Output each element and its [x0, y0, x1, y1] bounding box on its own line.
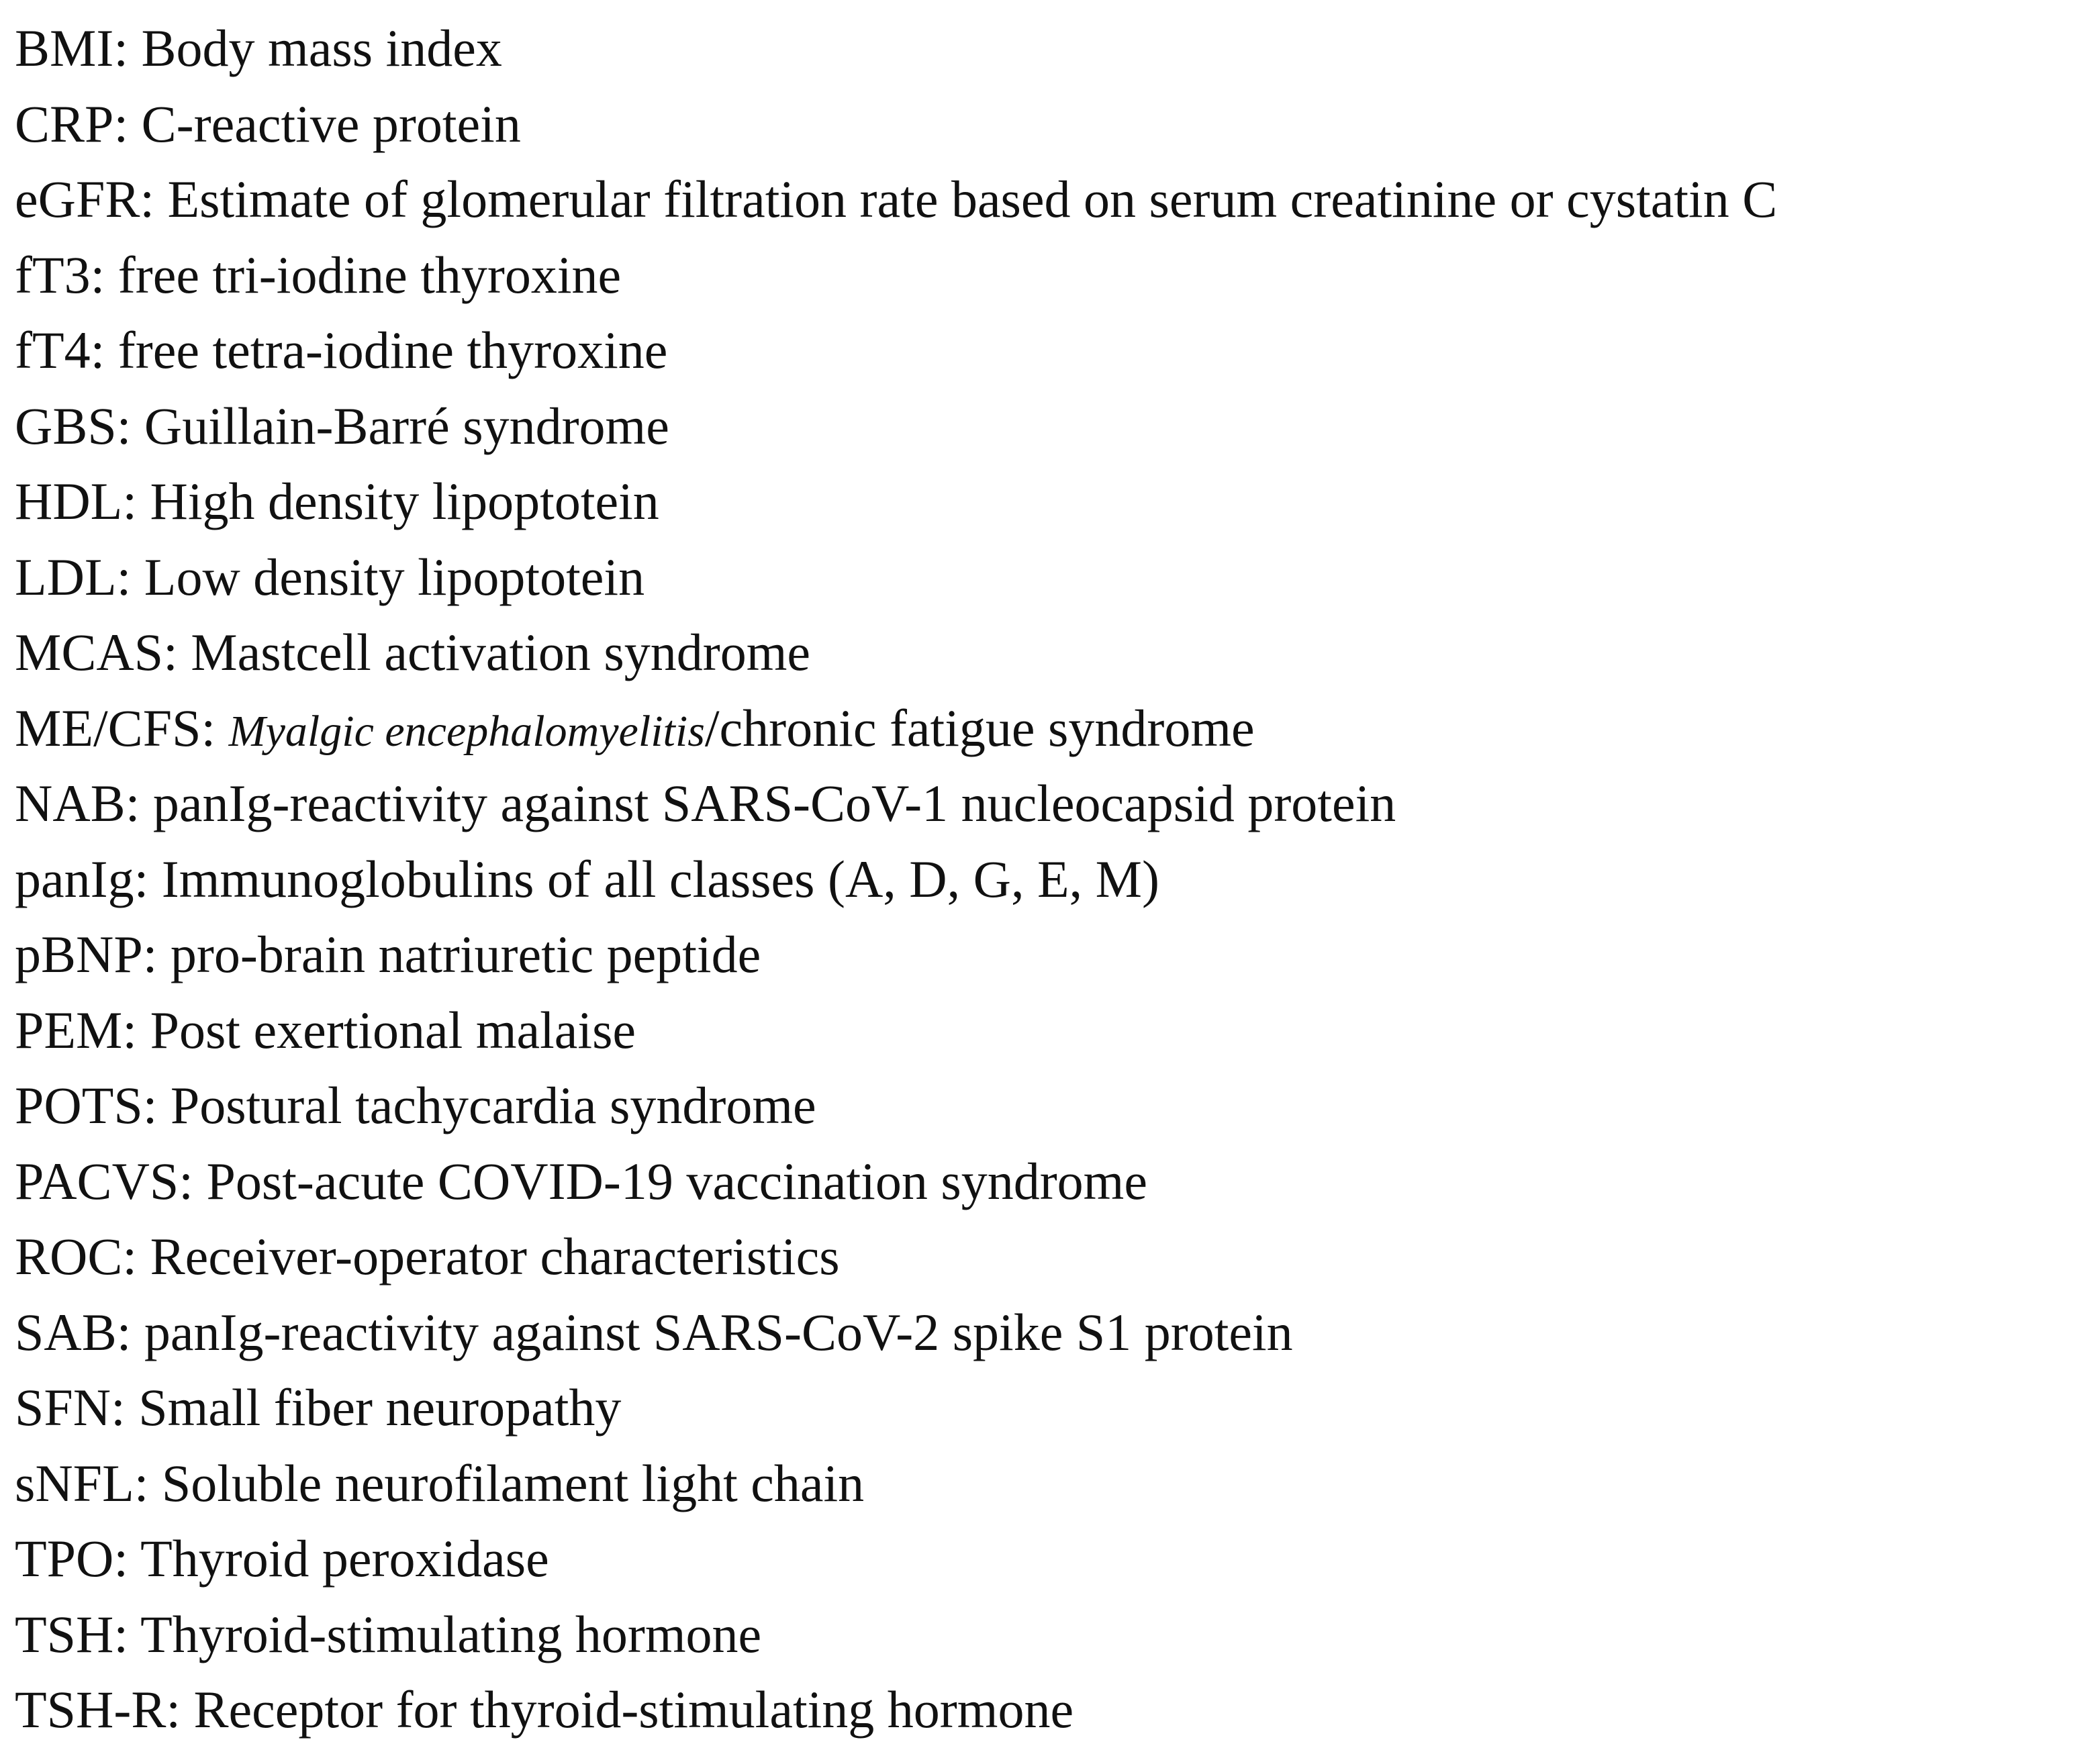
abbreviation-row — [15, 766, 1777, 842]
abbreviation-definition: panIg-reactivity against SARS-CoV-1 nucleocapsid protein — [152, 774, 1396, 832]
abbreviation-definition: High density lipoptotein — [150, 472, 659, 530]
abbreviation-term: TPO — [15, 1529, 114, 1588]
abbreviation-row — [15, 1295, 1777, 1371]
abbreviation-separator: : — [142, 1076, 171, 1134]
abbreviation-separator: : — [134, 849, 162, 908]
abbreviation-term: MCAS — [15, 623, 164, 681]
abbreviation-separator: : — [116, 547, 144, 606]
abbreviation-row — [15, 691, 1777, 767]
abbreviation-row — [15, 464, 1777, 540]
abbreviation-separator: : — [113, 94, 142, 153]
abbreviation-term: NAB — [15, 774, 126, 832]
abbreviation-definition: Body mass index — [141, 19, 502, 77]
abbreviation-definition: pro-brain natriuretic peptide — [170, 925, 761, 983]
abbreviation-definition: Postural tachycardia syndrome — [170, 1076, 816, 1134]
abbreviation-separator: : — [125, 774, 153, 832]
abbreviation-row — [15, 842, 1777, 918]
abbreviation-term: fT3 — [15, 245, 91, 304]
abbreviation-term: sNFL — [15, 1453, 134, 1512]
abbreviation-term: POTS — [15, 1076, 143, 1134]
abbreviation-separator: : — [140, 170, 168, 228]
abbreviation-separator: : — [122, 1227, 150, 1285]
abbreviation-definition: Post-acute COVID-19 vaccination syndrome — [206, 1151, 1147, 1210]
abbreviation-term: SAB — [15, 1302, 117, 1361]
abbreviation-separator: : — [113, 1529, 141, 1588]
abbreviation-term: PEM — [15, 1000, 123, 1059]
abbreviation-definition-rest: /chronic fatigue syndrome — [704, 698, 1255, 757]
abbreviation-row — [15, 1446, 1777, 1522]
abbreviation-row — [15, 1597, 1777, 1673]
abbreviation-term: CRP — [15, 94, 114, 153]
abbreviation-definition: Estimate of glomerular filtration rate based on serum creatinine or cystatin C — [167, 170, 1778, 228]
abbreviation-definition: Small fiber neuropathy — [138, 1378, 622, 1437]
abbreviation-separator: : — [122, 1000, 150, 1059]
abbreviation-term: PACVS — [15, 1151, 179, 1210]
abbreviation-definition: Thyroid-stimulating hormone — [140, 1604, 762, 1663]
abbreviation-definition: Guillain-Barré syndrome — [144, 396, 669, 455]
abbreviation-row — [15, 1144, 1777, 1220]
abbreviation-separator: : — [90, 245, 118, 304]
abbreviation-separator: : — [113, 1604, 141, 1663]
abbreviation-separator: : — [134, 1453, 162, 1512]
abbreviation-term: pBNP — [15, 925, 143, 983]
abbreviation-separator: : — [122, 472, 150, 530]
abbreviation-row — [15, 1672, 1777, 1748]
abbreviation-definition: Receiver-operator characteristics — [150, 1227, 840, 1285]
abbreviation-definition: Thyroid peroxidase — [140, 1529, 549, 1588]
abbreviation-term: LDL — [15, 547, 117, 606]
abbreviation-row — [15, 238, 1777, 313]
abbreviation-row — [15, 615, 1777, 691]
abbreviation-term: ME/CFS — [15, 698, 201, 757]
abbreviation-row — [15, 11, 1777, 87]
abbreviation-separator: : — [90, 321, 118, 379]
abbreviation-separator: : — [116, 1302, 144, 1361]
abbreviation-definition: Mastcell activation syndrome — [191, 623, 811, 681]
abbreviation-definition: free tetra-iodine thyroxine — [117, 321, 668, 379]
abbreviation-term: SFN — [15, 1378, 111, 1437]
abbreviation-term: ROC — [15, 1227, 123, 1285]
abbreviation-row — [15, 313, 1777, 389]
abbreviation-definition: panIg-reactivity against SARS-CoV-2 spike S1 protein — [144, 1302, 1293, 1361]
abbreviation-separator: : — [166, 1680, 194, 1739]
abbreviation-row — [15, 87, 1777, 162]
abbreviation-row — [15, 993, 1777, 1069]
abbreviation-separator: : — [201, 698, 229, 757]
abbreviation-row — [15, 1370, 1777, 1446]
abbreviation-term: fT4 — [15, 321, 91, 379]
abbreviation-term: TSH-R — [15, 1680, 166, 1739]
abbreviation-separator: : — [113, 19, 142, 77]
abbreviation-definition-italic: Myalgic encephalomyelitis — [228, 706, 705, 756]
abbreviation-row — [15, 389, 1777, 465]
abbreviation-row — [15, 1068, 1777, 1144]
abbreviation-definition: Post exertional malaise — [150, 1000, 636, 1059]
abbreviation-separator: : — [142, 925, 171, 983]
abbreviation-separator: : — [111, 1378, 139, 1437]
abbreviation-row — [15, 162, 1777, 238]
abbreviation-term: GBS — [15, 396, 117, 455]
abbreviation-definition: Receptor for thyroid-stimulating hormone — [193, 1680, 1074, 1739]
abbreviation-row — [15, 917, 1777, 993]
abbreviation-definition: C-reactive protein — [141, 94, 521, 153]
abbreviation-definition: Soluble neurofilament light chain — [161, 1453, 865, 1512]
abbreviation-definition: free tri-iodine thyroxine — [117, 245, 622, 304]
abbreviation-term: eGFR — [15, 170, 140, 228]
abbreviation-separator: : — [116, 396, 144, 455]
abbreviation-row — [15, 540, 1777, 616]
abbreviation-list — [15, 11, 1777, 1748]
abbreviation-term: HDL — [15, 472, 123, 530]
abbreviation-term: BMI — [15, 19, 114, 77]
abbreviation-row — [15, 1521, 1777, 1597]
abbreviation-definition: Low density lipoptotein — [144, 547, 645, 606]
abbreviation-term: TSH — [15, 1604, 114, 1663]
abbreviation-separator: : — [163, 623, 191, 681]
abbreviation-term: panIg — [15, 849, 134, 908]
abbreviation-definition: Immunoglobulins of all classes (A, D, G, E, M) — [161, 849, 1159, 908]
abbreviation-separator: : — [179, 1151, 207, 1210]
abbreviation-row — [15, 1219, 1777, 1295]
